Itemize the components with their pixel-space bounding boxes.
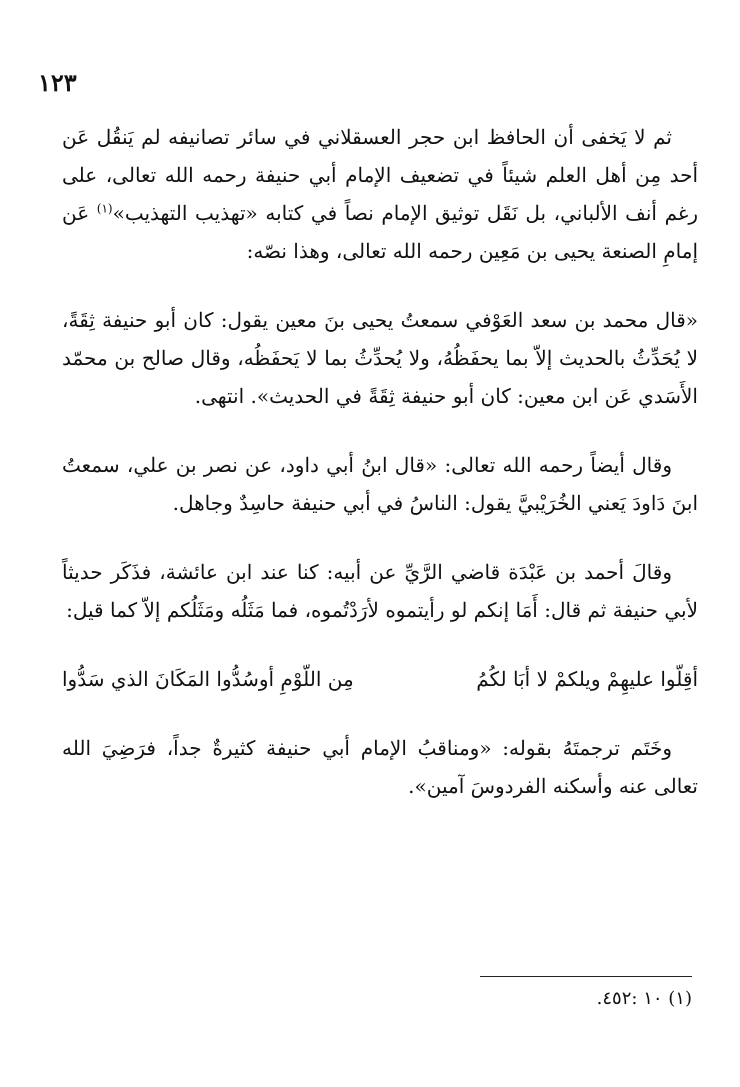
poem-verse	[62, 660, 698, 698]
paragraph-4: وقالَ أحمد بن عَبْدَة قاضي الرَّيِّ عن أبيه: كنا عند ابن عائشة، فذَكَر حديثاً لأبي حنيفة ثم قال: أَمَا إنكم لو رأيتموه لأرَدْتُموه، فما مَثَلُه ومَثَلُكم إلاّ كما قيل:	[62, 560, 698, 622]
page-number: ١٢٣	[38, 68, 77, 97]
footnote-divider	[480, 976, 692, 977]
spacer	[62, 645, 698, 646]
main-text	[62, 118, 698, 805]
paragraph-1-tail: عَن إمامِ الصنعة يحيى بن مَعِين رحمه الله تعالى، وهذا نصّه:	[62, 201, 698, 263]
spacer	[62, 286, 698, 287]
spacer	[62, 538, 698, 539]
paragraph-3: وقال أيضاً رحمه الله تعالى: «قال ابنُ أبي داود، عن نصر بن علي، سمعتُ ابنَ دَاودَ يَعني الخُرَيْبيَّ يقول: الناسُ في أبي حنيفة حاسِدٌ وجاهل.	[62, 453, 698, 515]
spacer	[62, 714, 698, 715]
paragraph-5: وخَتَم ترجمتَهُ بقوله: «ومناقبُ الإمام أبي حنيفة كثيرةٌ جداً، فرَضِيَ الله تعالى عنه وأسكنه الفردوسَ آمين».	[62, 736, 698, 798]
paragraph-1	[62, 118, 698, 270]
footnote-ref: (١)	[96, 201, 113, 216]
paragraph-2-quote: «قال محمد بن سعد العَوْفي سمعتُ يحيى بنَ معين يقول: كان أبو حنيفة ثِقَةً، لا يُحَدِّثُ بالحديث إلاّ بما يحفَظُهُ، ولا يُحدِّثُ بما لا يَحفَظُه، وقال صالح بن محمّد الأَسَدي عَن ابن معين: كان أبو حنيفة ثِقَةً في الحديث». انتهى.	[62, 308, 698, 408]
paragraph-1-text: ثم لا يَخفى أن الحافظ ابن حجر العسقلاني في سائر تصانيفه لم يَنقُل عَن أحد مِن أهل العلم شيئاً في تضعيف الإمام أبي حنيفة رحمه الله تعالى، على رغم أنف الألباني، بل نَقَل توثيق الإمام نصاً في كتابه «تهذيب التهذيب»	[62, 125, 698, 225]
poem-hemistich-1: أقِلّوا عليهِمْ ويلكمْ لا أبَا لكُمُ	[476, 667, 698, 691]
spacer	[62, 431, 698, 432]
footnote: (١) ١٠ :٤٥٢.	[596, 988, 692, 1009]
poem-hemistich-2: مِن اللّوْمِ أوسُدُّوا المَكَانَ الذي سَدُّوا	[62, 667, 354, 691]
